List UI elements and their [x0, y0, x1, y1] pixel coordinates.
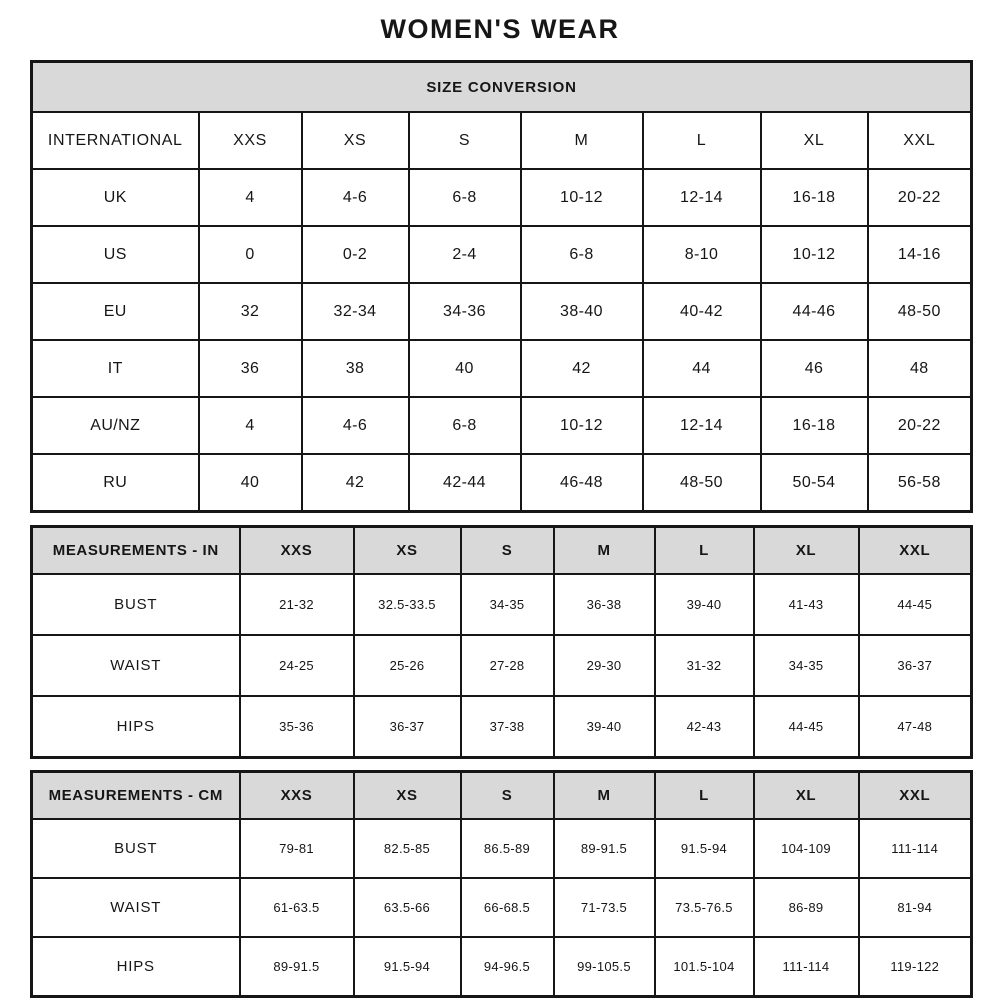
table-row-it	[32, 340, 972, 397]
size-cell: 46	[761, 340, 868, 397]
row-label: AU/NZ	[32, 397, 199, 454]
column-header-size: XL	[761, 112, 868, 169]
measure-cell: 89-91.5	[240, 937, 354, 997]
table-row-waist-in	[32, 635, 972, 696]
measure-cell: 99-105.5	[554, 937, 655, 997]
measure-cell: 91.5-94	[354, 937, 461, 997]
column-header-size: M	[554, 772, 655, 820]
measure-cell: 37-38	[461, 696, 554, 758]
size-cell: 4	[199, 169, 302, 226]
table-row-bust-cm	[32, 819, 972, 878]
row-label: WAIST	[32, 635, 240, 696]
column-header-size: XS	[354, 527, 461, 575]
size-cell: 12-14	[643, 169, 761, 226]
size-cell: 10-12	[761, 226, 868, 283]
table-row-ru	[32, 454, 972, 512]
column-header-size: XXS	[240, 527, 354, 575]
measure-cell: 89-91.5	[554, 819, 655, 878]
size-cell: 0-2	[302, 226, 409, 283]
measure-cell: 71-73.5	[554, 878, 655, 937]
column-header-size: XXL	[859, 772, 972, 820]
measure-cell: 44-45	[859, 574, 972, 635]
measure-cell: 35-36	[240, 696, 354, 758]
measure-cell: 73.5-76.5	[655, 878, 754, 937]
column-header-size: XXS	[199, 112, 302, 169]
row-label: HIPS	[32, 937, 240, 997]
size-cell: 6-8	[521, 226, 643, 283]
measure-cell: 39-40	[655, 574, 754, 635]
size-cell: 42	[302, 454, 409, 512]
page-title: WOMEN'S WEAR	[380, 14, 620, 44]
measure-cell: 61-63.5	[240, 878, 354, 937]
size-cell: 32	[199, 283, 302, 340]
measure-cell: 79-81	[240, 819, 354, 878]
size-cell: 42-44	[409, 454, 521, 512]
size-cell: 4-6	[302, 169, 409, 226]
column-header-size: XL	[754, 772, 859, 820]
measure-cell: 47-48	[859, 696, 972, 758]
column-header-size: M	[554, 527, 655, 575]
column-header-size: XXS	[240, 772, 354, 820]
measure-cell: 63.5-66	[354, 878, 461, 937]
size-cell: 4	[199, 397, 302, 454]
size-cell: 10-12	[521, 397, 643, 454]
measurements-cm-title: MEASUREMENTS - CM	[32, 772, 240, 820]
measure-cell: 81-94	[859, 878, 972, 937]
size-cell: 12-14	[643, 397, 761, 454]
table-row-waist-cm	[32, 878, 972, 937]
measure-cell: 41-43	[754, 574, 859, 635]
size-conversion-header-row	[32, 112, 972, 169]
row-label: US	[32, 226, 199, 283]
column-header-size: S	[409, 112, 521, 169]
size-cell: 40-42	[643, 283, 761, 340]
size-cell: 38-40	[521, 283, 643, 340]
size-cell: 50-54	[761, 454, 868, 512]
measure-cell: 31-32	[655, 635, 754, 696]
column-header-international: INTERNATIONAL	[32, 112, 199, 169]
measure-cell: 104-109	[754, 819, 859, 878]
measure-cell: 91.5-94	[655, 819, 754, 878]
row-label: UK	[32, 169, 199, 226]
measure-cell: 44-45	[754, 696, 859, 758]
size-cell: 6-8	[409, 397, 521, 454]
measure-cell: 32.5-33.5	[354, 574, 461, 635]
measure-cell: 36-37	[859, 635, 972, 696]
column-header-size: XL	[754, 527, 859, 575]
size-cell: 42	[521, 340, 643, 397]
column-header-size: M	[521, 112, 643, 169]
table-row-eu	[32, 283, 972, 340]
measure-cell: 39-40	[554, 696, 655, 758]
size-cell: 10-12	[521, 169, 643, 226]
column-header-size: XS	[302, 112, 409, 169]
size-cell: 4-6	[302, 397, 409, 454]
measure-cell: 42-43	[655, 696, 754, 758]
row-label: HIPS	[32, 696, 240, 758]
measure-cell: 34-35	[461, 574, 554, 635]
measurements-cm-header-row	[32, 772, 972, 820]
table-row-hips-cm	[32, 937, 972, 997]
row-label: WAIST	[32, 878, 240, 937]
row-label: IT	[32, 340, 199, 397]
measurements-in-table	[30, 525, 973, 759]
size-cell: 2-4	[409, 226, 521, 283]
column-header-size: L	[643, 112, 761, 169]
column-header-size: L	[655, 527, 754, 575]
size-cell: 20-22	[868, 169, 972, 226]
size-cell: 6-8	[409, 169, 521, 226]
size-cell: 44	[643, 340, 761, 397]
table-row-aunz	[32, 397, 972, 454]
measure-cell: 119-122	[859, 937, 972, 997]
row-label: BUST	[32, 819, 240, 878]
row-label: BUST	[32, 574, 240, 635]
measure-cell: 24-25	[240, 635, 354, 696]
measure-cell: 86.5-89	[461, 819, 554, 878]
measure-cell: 34-35	[754, 635, 859, 696]
table-row-uk	[32, 169, 972, 226]
column-header-size: S	[461, 772, 554, 820]
column-header-size: XXL	[868, 112, 972, 169]
size-cell: 46-48	[521, 454, 643, 512]
size-conversion-title-row	[32, 62, 972, 113]
measure-cell: 82.5-85	[354, 819, 461, 878]
size-cell: 34-36	[409, 283, 521, 340]
size-cell: 48	[868, 340, 972, 397]
measure-cell: 25-26	[354, 635, 461, 696]
row-label: RU	[32, 454, 199, 512]
measure-cell: 21-32	[240, 574, 354, 635]
size-cell: 8-10	[643, 226, 761, 283]
column-header-size: XS	[354, 772, 461, 820]
size-cell: 38	[302, 340, 409, 397]
measurements-in-header-row	[32, 527, 972, 575]
measure-cell: 111-114	[859, 819, 972, 878]
measure-cell: 27-28	[461, 635, 554, 696]
size-cell: 36	[199, 340, 302, 397]
table-row-us	[32, 226, 972, 283]
size-cell: 14-16	[868, 226, 972, 283]
size-cell: 48-50	[643, 454, 761, 512]
table-row-bust-in	[32, 574, 972, 635]
measurements-cm-table	[30, 770, 973, 998]
size-cell: 40	[199, 454, 302, 512]
measure-cell: 36-38	[554, 574, 655, 635]
measure-cell: 86-89	[754, 878, 859, 937]
measurements-in-title: MEASUREMENTS - IN	[32, 527, 240, 575]
size-cell: 0	[199, 226, 302, 283]
size-conversion-title: SIZE CONVERSION	[32, 62, 972, 113]
measure-cell: 111-114	[754, 937, 859, 997]
column-header-size: S	[461, 527, 554, 575]
size-cell: 32-34	[302, 283, 409, 340]
size-cell: 16-18	[761, 397, 868, 454]
size-cell: 16-18	[761, 169, 868, 226]
size-cell: 20-22	[868, 397, 972, 454]
column-header-size: XXL	[859, 527, 972, 575]
size-cell: 56-58	[868, 454, 972, 512]
size-conversion-table	[30, 60, 973, 513]
measure-cell: 36-37	[354, 696, 461, 758]
measure-cell: 94-96.5	[461, 937, 554, 997]
table-row-hips-in	[32, 696, 972, 758]
size-cell: 48-50	[868, 283, 972, 340]
size-cell: 44-46	[761, 283, 868, 340]
measure-cell: 66-68.5	[461, 878, 554, 937]
row-label: EU	[32, 283, 199, 340]
measure-cell: 29-30	[554, 635, 655, 696]
size-cell: 40	[409, 340, 521, 397]
column-header-size: L	[655, 772, 754, 820]
measure-cell: 101.5-104	[655, 937, 754, 997]
